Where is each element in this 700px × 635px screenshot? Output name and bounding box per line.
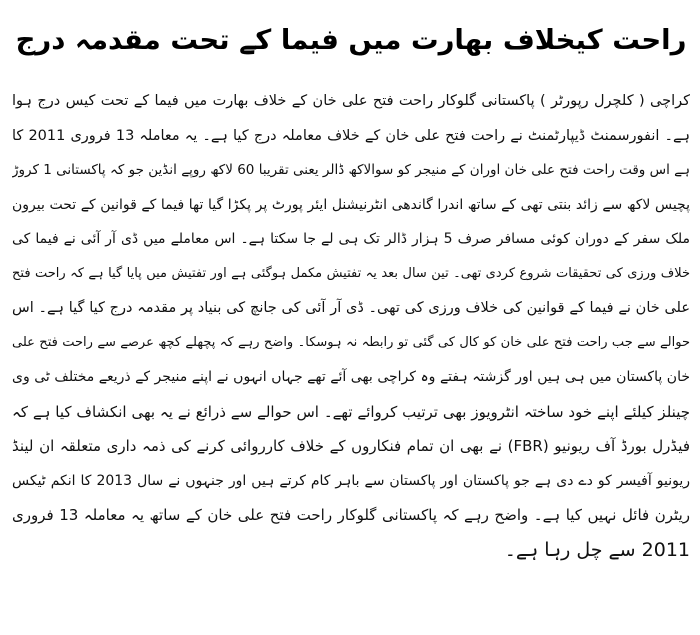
article-line: حوالے سے جب راحت فتح علی خان کو کال کی گئی تو رابطہ نہ ہوسکا۔ واضح رہے کہ پچھلے کچھ عرصے سے راحت فتح علی	[12, 334, 690, 350]
article-line: ریونیو آفیسر کو دے دی ہے جو پاکستان اور پاکستان سے باہر کام کرتے ہیں اور جنہوں نے سال 2013 کا انکم ٹیکس	[12, 472, 690, 489]
article-line: ریٹرن فائل نہیں کیا ہے۔ واضح رہے کہ پاکستانی گلوکار راحت فتح علی خان کے ساتھ یہ معاملہ 13 فروری	[12, 506, 690, 524]
article-line: کراچی ( کلچرل رپورٹر ) پاکستانی گلوکار راحت فتح علی خان کے خلاف بھارت میں فیما کے تحت کیس درج ہوا	[12, 93, 690, 109]
article-headline: راحت کیخلاف بھارت میں فیما کے تحت مقدمہ درج	[15, 24, 687, 57]
article-line: ہے اس وقت راحت فتح علی خان اوران کے منیجر کو سوالاکھ ڈالر یعنی تقریبا 60 لاکھ روپے انڈین جو کہ پاکستانی 1 کروڑ	[12, 162, 690, 178]
article-line: فیڈرل بورڈ آف ریونیو (FBR) نے بھی ان تمام فنکاروں کے خلاف کارروائی کرنے کی ذمہ داری متعلقہ ان لینڈ	[12, 437, 690, 455]
article-line: علی خان نے فیما کے قوانین کی خلاف ورزی کی تھی۔ ڈی آر آئی کی جانچ کی بنیاد پر مقدمہ درج کیا گیا ہے۔ اس	[12, 300, 690, 316]
article-line: ہے۔ انفورسمنٹ ڈیپارٹمنٹ نے راحت فتح علی خان کے خلاف معاملہ درج کیا ہے۔ یہ معاملہ 13 فروری 2011 کا	[12, 127, 690, 144]
article-line: خلاف ورزی کی تحقیقات شروع کردی تھی۔ تین سال بعد یہ تفتیش مکمل ہوگئی ہے اور تفتیش میں پایا گیا ہے کہ راحت فتح	[12, 265, 690, 281]
article-line-last: 2011 سے چل رہا ہے۔	[504, 538, 690, 561]
article-line: خان پاکستان میں ہی ہیں اور گزشتہ ہفتے وہ کراچی بھی آئے تھے جہاں انہوں نے اپنے منیجر کے ذریعے مختلف ٹی وی	[12, 369, 690, 385]
article-body	[12, 84, 690, 567]
article-line: ملک سفر کے دوران کوئی مسافر صرف 5 ہزار ڈالر تک ہی لے جا سکتا ہے۔ اس معاملے میں ڈی آر آئی نے فیما کی	[12, 231, 690, 247]
article-line: پچیس لاکھ سے زائد بنتی تھی کے ساتھ اندرا گاندھی انٹرنیشنل ایئر پورٹ پر پکڑا گیا تھا فیما کے قوانین کے تحت بیرون	[12, 196, 690, 213]
article-line: چینلز کیلئے اپنے خود ساختہ انٹرویوز بھی ترتیب کروائے تھے۔ اس حوالے سے ذرائع نے یہ بھی انکشاف کیا ہے کہ	[12, 402, 690, 421]
